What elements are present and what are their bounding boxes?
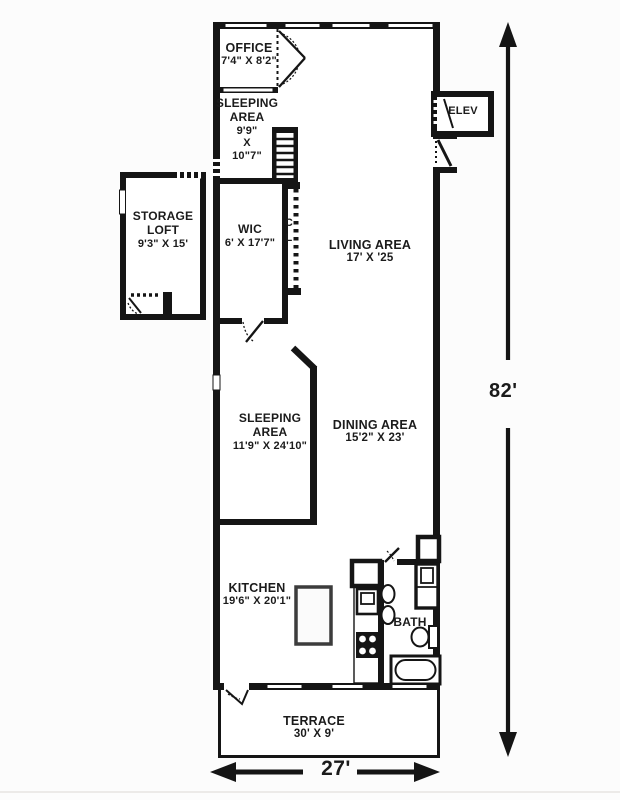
sleeping-loft-partition <box>213 178 298 184</box>
bathtub <box>391 656 440 684</box>
wic-label: WIC 6' X 17'7" <box>224 222 276 249</box>
bath-label: BATH <box>393 615 427 629</box>
left-wall-window <box>213 375 220 390</box>
entry-door <box>433 133 457 173</box>
kitchen-counter <box>352 561 380 683</box>
refrigerator <box>352 561 380 586</box>
scan-artifact-line <box>0 791 620 793</box>
closet-label: C L <box>284 217 294 245</box>
kitchen-island <box>296 587 331 644</box>
storage-loft-label: STORAGE LOFT 9'3" X 15' <box>132 209 194 250</box>
terrace-label: TERRACE 30' X 9' <box>283 714 345 741</box>
sleeping-area-label: SLEEPING AREA 11'9" X 24'10" <box>232 411 308 452</box>
sleeping-loft-label: SLEEPING AREA 9'9" X 10"7" <box>215 96 279 162</box>
height-dimension-label: 82' <box>489 380 518 402</box>
office-label <box>209 41 289 68</box>
oven <box>357 589 378 614</box>
dining-area-label: DINING AREA 15'2" X 23' <box>332 418 418 445</box>
cooktop <box>356 632 379 658</box>
terrace-wall-windows <box>267 685 427 689</box>
kitchen-label: KITCHEN 19'6" X 20'1" <box>222 581 292 608</box>
width-dimension-label: 27' <box>321 757 351 780</box>
shower-unit <box>416 564 438 608</box>
office-dims: 7'4" X 8'2" <box>221 55 277 68</box>
office-name: OFFICE <box>225 41 273 55</box>
living-area-label: LIVING AREA 17' X '25 <box>328 238 412 265</box>
elevator-label: ELEV <box>448 105 478 117</box>
entry-closet <box>418 537 439 561</box>
